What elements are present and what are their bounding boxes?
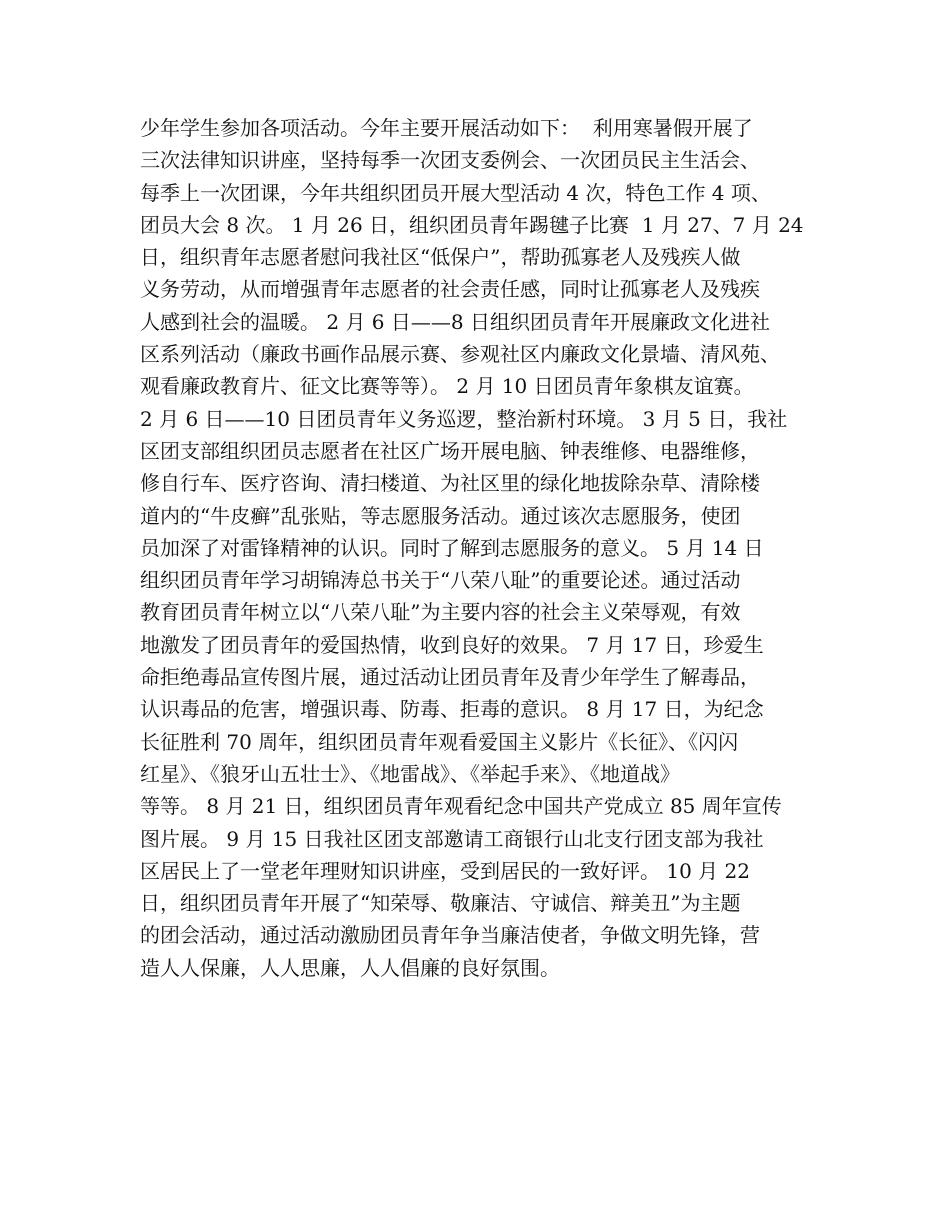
text-line: 区团支部组织团员志愿者在社区广场开展电脑、钟表维修、电器维修， <box>140 438 760 463</box>
text-line: 员加深了对雷锋精神的认识。同时了解到志愿服务的意义。 5 月 14 日 <box>140 535 764 560</box>
text-line: 少年学生参加各项活动。今年主要开展活动如下： 利用寒暑假开展了 <box>140 116 753 140</box>
text-line: 修自行车、医疗咨询、清扫楼道、为社区里的绿化地拔除杂草、清除楼 <box>140 471 760 496</box>
text-line: 教育团员青年树立以“八荣八耻”为主要内容的社会主义荣辱观，有效 <box>140 600 741 625</box>
text-line: 区居民上了一堂老年理财知识讲座，受到居民的一致好评。 10 月 22 <box>140 858 750 883</box>
text-line: 观看廉政教育片、征文比赛等等）。 2 月 10 日团员青年象棋友谊赛。 <box>140 374 754 399</box>
text-line: 红星》、《狼牙山五壮士》、《地雷战》、《举起手来》、《地道战》 <box>140 761 680 786</box>
text-line: 日，组织团员青年开展了“知荣辱、敬廉洁、守诚信、辩美丑”为主题 <box>140 891 741 916</box>
text-line: 组织团员青年学习胡锦涛总书关于“八荣八耻”的重要论述。通过活动 <box>140 568 741 593</box>
text-line: 2 月 6 日——10 日团员青年义务巡逻，整治新村环境。 3 月 5 日，我社 <box>140 406 788 431</box>
text-line: 认识毒品的危害，增强识毒、防毒、拒毒的意识。 8 月 17 日，为纪念 <box>140 697 764 722</box>
body-text <box>140 112 820 984</box>
text-line: 道内的“牛皮癣”乱张贴，等志愿服务活动。通过该次志愿服务，使团 <box>140 503 741 528</box>
text-line: 图片展。 9 月 15 日我社区团支部邀请工商银行山北支行团支部为我社 <box>140 826 764 851</box>
text-line: 人感到社会的温暖。 2 月 6 日——8 日组织团员青年开展廉政文化进社 <box>140 309 770 334</box>
text-line: 区系列活动（廉政书画作品展示赛、参观社区内廉政文化景墙、清风苑、 <box>140 342 780 367</box>
text-line: 每季上一次团课，今年共组织团员开展大型活动 4 次，特色工作 4 项、 <box>140 180 771 205</box>
text-line: 团员大会 8 次。 1 月 26 日，组织团员青年踢毽子比赛 1 月 27、7 月 24 <box>140 212 804 237</box>
text-line: 命拒绝毒品宣传图片展，通过活动让团员青年及青少年学生了解毒品， <box>140 665 760 690</box>
text-line: 地激发了团员青年的爱国热情，收到良好的效果。 7 月 17 日，珍爱生 <box>140 632 764 657</box>
text-line: 日，组织青年志愿者慰问我社区“低保户”，帮助孤寡老人及残疾人做 <box>140 245 741 270</box>
text-line: 长征胜利 70 周年，组织团员青年观看爱国主义影片《长征》、《闪闪 <box>140 729 739 754</box>
text-line: 义务劳动，从而增强青年志愿者的社会责任感，同时让孤寡老人及残疾 <box>140 277 760 302</box>
text-line: 三次法律知识讲座，坚持每季一次团支委例会、一次团员民主生活会、 <box>140 148 760 173</box>
text-line: 的团会活动，通过活动激励团员青年争当廉洁使者，争做文明先锋，营 <box>140 923 760 948</box>
text-line: 等等。 8 月 21 日，组织团员青年观看纪念中国共产党成立 85 周年宣传 <box>140 794 782 819</box>
text-line: 造人人保廉，人人思廉，人人倡廉的良好氛围。 <box>140 955 560 980</box>
